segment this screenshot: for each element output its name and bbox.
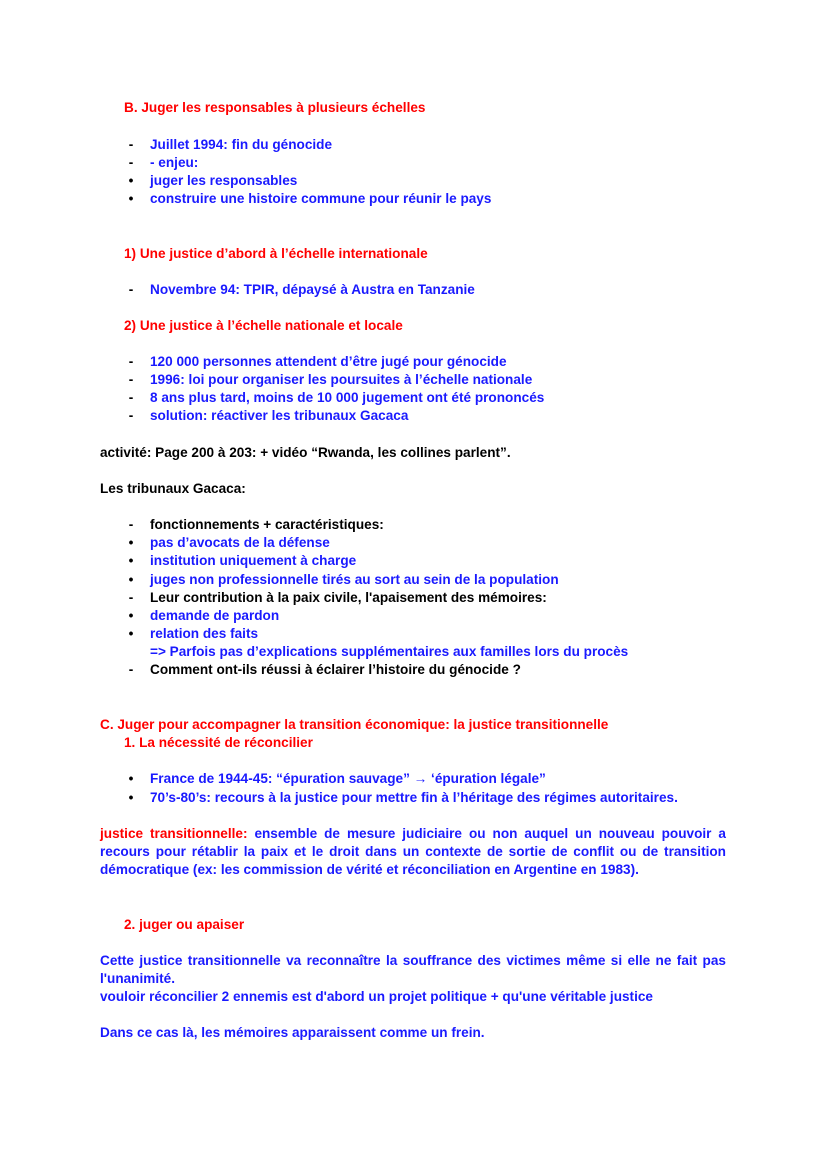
list-item-text: 8 ans plus tard, moins de 10 000 jugement ont été prononcés (150, 390, 545, 405)
list-item (124, 789, 726, 827)
dash-marker: - (128, 282, 134, 297)
bullet-marker: • (128, 535, 134, 550)
section-c-sub1-heading: 1. La nécessité de réconcilier (124, 735, 313, 750)
dash-marker: - (128, 517, 134, 532)
list-item-text: solution: réactiver les tribunaux Gacaca (150, 408, 409, 423)
dash-marker: - (128, 390, 134, 405)
list-item-text: Juillet 1994: fin du génocide (150, 137, 333, 152)
dash-marker: - (128, 590, 134, 605)
dash-marker: - (128, 354, 134, 369)
list-item-text: => Parfois pas d’explications supplémentaires aux familles lors du procès (150, 644, 629, 659)
list-item-text: 70’s-80’s: recours à la justice pour mettre fin à l’héritage des régimes autoritaires. (150, 790, 678, 805)
definition-term: justice transitionnelle: (100, 826, 248, 841)
bullet-marker: • (128, 608, 134, 623)
bullet-marker: • (128, 626, 134, 641)
list-item-text: juger les responsables (150, 173, 298, 188)
section-c-heading: C. Juger pour accompagner la transition économique: la justice transitionnelle (100, 717, 609, 732)
subsection-1-heading: 1) Une justice d’abord à l’échelle internationale (124, 246, 428, 261)
list-item-text: pas d’avocats de la défense (150, 535, 330, 550)
bullet-marker: • (128, 771, 134, 786)
dash-marker: - (128, 137, 134, 152)
bullet-marker: • (128, 191, 134, 206)
list-item-text: juges non professionnelle tirés au sort au sein de la population (150, 572, 559, 587)
dash-marker: - (128, 662, 134, 677)
list-item-text: demande de pardon (150, 608, 280, 623)
list-item-text: 120 000 personnes attendent d’être jugé pour génocide (150, 354, 507, 369)
list-item-text: Comment ont-ils réussi à éclairer l’histoire du génocide ? (150, 662, 521, 677)
paragraph: Cette justice transitionnelle va reconnaître la souffrance des victimes même si elle ne fait pas l'unanimité. (100, 953, 726, 987)
paragraph: Dans ce cas là, les mémoires apparaissent comme un frein. (100, 1025, 485, 1040)
list-item-text: relation des faits (150, 626, 259, 641)
list-item-text: institution uniquement à charge (150, 553, 357, 568)
list-item-text: France de 1944-45: “épuration sauvage” → ‘épuration légale” (150, 771, 546, 786)
dash-marker: - (128, 155, 134, 170)
dash-marker: - (128, 372, 134, 387)
list-item-text: Leur contribution à la paix civile, l'apaisement des mémoires: (150, 590, 547, 605)
definition-paragraph (100, 825, 726, 880)
bullet-marker: • (128, 553, 134, 568)
list-item-text: construire une histoire commune pour réunir le pays (150, 191, 492, 206)
subsection-2-heading: 2) Une justice à l’échelle nationale et locale (124, 318, 403, 333)
bullet-marker: • (128, 572, 134, 587)
list-item-text: - enjeu: (150, 155, 199, 170)
activity-line: activité: Page 200 à 203: + vidéo “Rwanda, les collines parlent”. (100, 445, 511, 460)
dash-marker: - (128, 408, 134, 423)
gacaca-title: Les tribunaux Gacaca: (100, 481, 246, 496)
section-c-sub2-heading: 2. juger ou apaiser (124, 917, 245, 932)
section-b-heading: B. Juger les responsables à plusieurs échelles (124, 100, 426, 115)
list-item-text: 1996: loi pour organiser les poursuites à l’échelle nationale (150, 372, 533, 387)
definition-text: ensemble de mesure judiciaire ou non auquel un nouveau pouvoir a recours pour rétablir la paix et le droit dans un contexte de sortie de conflit ou de transition démocratique (ex: les commission de vérité et réconciliation en Argentine en 1983). (100, 826, 726, 878)
paragraph: vouloir réconcilier 2 ennemis est d'abord un projet politique + qu'une véritable justice (100, 989, 653, 1004)
list-item-text: Novembre 94: TPIR, dépaysé à Austra en Tanzanie (150, 282, 475, 297)
bullet-marker: • (128, 173, 134, 188)
list-item-text: fonctionnements + caractéristiques: (150, 517, 384, 532)
bullet-marker: • (128, 790, 134, 805)
